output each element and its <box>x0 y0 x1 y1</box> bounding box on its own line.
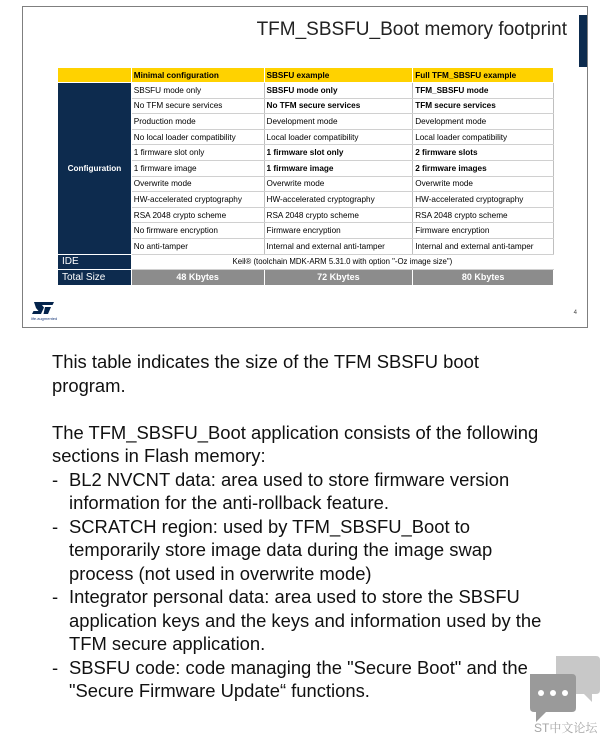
list-item <box>52 468 552 515</box>
list-item-text: SBSFU code: code managing the "Secure Boot" and the "Secure Firmware Update“ functions. <box>69 656 528 701</box>
total-size-cell: 80 Kbytes <box>413 270 554 286</box>
table-cell: No anti-tamper <box>131 238 264 254</box>
table-cell: 1 firmware image <box>264 160 413 176</box>
table-cell: Overwrite mode <box>131 176 264 192</box>
st-logo-icon <box>31 301 55 315</box>
table-cell: Overwrite mode <box>413 176 554 192</box>
table-cell: 2 firmware images <box>413 160 554 176</box>
table-cell: 1 firmware slot only <box>264 145 413 161</box>
total-size-cell: 48 Kbytes <box>131 270 264 286</box>
list-item <box>52 585 552 656</box>
table-row <box>58 238 554 254</box>
table-cell: No local loader compatibility <box>131 129 264 145</box>
slide <box>22 6 588 328</box>
table-row <box>58 223 554 239</box>
column-header: Minimal configuration <box>131 68 264 83</box>
ide-label: IDE <box>58 254 132 270</box>
table-cell: No TFM secure services <box>264 98 413 114</box>
notes-text <box>52 350 552 703</box>
notes-intro: This table indicates the size of the TFM SBSFU boot program. <box>52 351 479 396</box>
table-cell: 1 firmware slot only <box>131 145 264 161</box>
table-cell: Firmware encryption <box>413 223 554 239</box>
table-header-row <box>58 68 554 83</box>
total-size-cell: 72 Kbytes <box>264 270 413 286</box>
st-logo <box>31 301 67 321</box>
paragraph-gap <box>52 397 552 421</box>
table-cell: RSA 2048 crypto scheme <box>264 207 413 223</box>
ide-row <box>58 254 554 270</box>
table-row <box>58 160 554 176</box>
table-cell: HW-accelerated cryptography <box>264 192 413 208</box>
table-corner <box>58 68 132 83</box>
logo-tagline: life.augmented <box>31 316 58 321</box>
table-cell: RSA 2048 crypto scheme <box>131 207 264 223</box>
configuration-label: Configuration <box>58 83 132 255</box>
table-row <box>58 114 554 130</box>
table-cell: Development mode <box>264 114 413 130</box>
table-cell: TFM secure services <box>413 98 554 114</box>
table-row <box>58 83 554 99</box>
table-cell: Development mode <box>413 114 554 130</box>
table-cell: RSA 2048 crypto scheme <box>413 207 554 223</box>
table-cell: HW-accelerated cryptography <box>413 192 554 208</box>
bullet-marker: - <box>52 586 59 607</box>
title-accent-bar <box>579 15 587 67</box>
list-item-text: BL2 NVCNT data: area used to store firmware version information for the anti-rollback feature. <box>69 468 510 513</box>
list-item <box>52 656 552 703</box>
table-cell: 1 firmware image <box>131 160 264 176</box>
notes-lead: The TFM_SBSFU_Boot application consists of the following sections in Flash memory: <box>52 421 539 466</box>
total-size-row <box>58 270 554 286</box>
table-cell: No TFM secure services <box>131 98 264 114</box>
list-item-text: SCRATCH region: used by TFM_SBSFU_Boot to temporarily store image data during the image swap process (not used in overwrite mode) <box>69 515 493 584</box>
ide-value: Keil® (toolchain MDK-ARM 5.31.0 with option "-Oz image size") <box>131 254 553 270</box>
table-cell: Internal and external anti-tamper <box>413 238 554 254</box>
memory-footprint-table <box>57 67 554 286</box>
table-row <box>58 192 554 208</box>
table-cell: No firmware encryption <box>131 223 264 239</box>
column-header: Full TFM_SBSFU example <box>413 68 554 83</box>
table-cell: SBSFU mode only <box>264 83 413 99</box>
table-cell: Local loader compatibility <box>413 129 554 145</box>
table-cell: Local loader compatibility <box>264 129 413 145</box>
slide-number: 4 <box>573 310 577 316</box>
table-cell: TFM_SBSFU mode <box>413 83 554 99</box>
watermark-label: ST中文论坛 <box>534 721 598 735</box>
table-cell: SBSFU mode only <box>131 83 264 99</box>
table-row <box>58 129 554 145</box>
table-row <box>58 98 554 114</box>
bullet-marker: - <box>52 656 59 678</box>
notes-bullet-list <box>52 468 552 703</box>
table-cell: Overwrite mode <box>264 176 413 192</box>
table-cell: 2 firmware slots <box>413 145 554 161</box>
table-row <box>58 207 554 223</box>
table-row <box>58 145 554 161</box>
table-cell: HW-accelerated cryptography <box>131 192 264 208</box>
list-item-text: Integrator personal data: area used to store the SBSFU application keys and the keys and information used by the TFM secure application. <box>69 586 542 654</box>
bullet-marker: - <box>52 468 59 490</box>
slide-title: TFM_SBSFU_Boot memory footprint <box>256 19 567 40</box>
table-cell: Firmware encryption <box>264 223 413 239</box>
list-item <box>52 515 552 586</box>
table-cell: Production mode <box>131 114 264 130</box>
table-cell: Internal and external anti-tamper <box>264 238 413 254</box>
table-row <box>58 176 554 192</box>
column-header: SBSFU example <box>264 68 413 83</box>
total-size-label: Total Size <box>58 270 132 286</box>
bullet-marker: - <box>52 515 59 537</box>
